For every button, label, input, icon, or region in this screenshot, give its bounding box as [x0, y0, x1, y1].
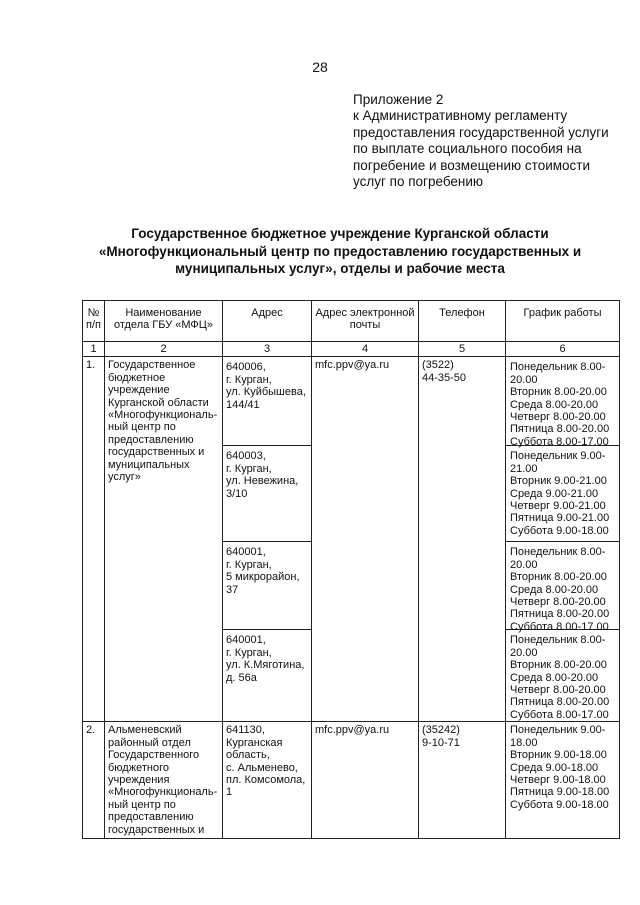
address-block: 640003, г. Курган, ул. Невежина, 3/10 [223, 445, 311, 541]
annex-note [353, 92, 623, 190]
schedule-block: Понедельник 8.00- 20.00 Вторник 8.00-20.00 Среда 8.00-20.00 Четверг 8.00-20.00 Пятница 8.00-20.00 Суббота 8.00-17.00 [506, 629, 619, 721]
address-cell: 641130, Курганская область, с. Альменево, пл. Комсомола, 1 [223, 722, 312, 839]
table-header-row [83, 301, 620, 342]
column-number: 1 [83, 342, 105, 357]
email-cell [312, 357, 419, 722]
title-line: Государственное бюджетное учреждение Курганской области [131, 226, 549, 241]
annex-line: предоставления государственной услуги [353, 124, 609, 140]
title-line: муниципальных услуг», отделы и рабочие места [175, 261, 505, 276]
annex-line: погребение и возмещению стоимости [353, 157, 591, 173]
address-block: 640001, г. Курган, 5 микрорайон, 37 [223, 541, 311, 629]
office-name: Государственное бюджетное учреждение Курганской области «Многофункциональ- ный центр по предоставлению государственных и муниципальных услуг» [105, 357, 223, 722]
column-number: 6 [506, 342, 620, 357]
table-row [83, 722, 620, 839]
phone-cell: (35242) 9-10-71 [419, 722, 506, 839]
email-cell [312, 722, 419, 839]
schedule-block: Понедельник 8.00- 20.00 Вторник 8.00-20.00 Среда 8.00-20.00 Четверг 8.00-20.00 Пятница 8.00-20.00 Суббота 8.00-17.00 [506, 541, 619, 629]
document-title [60, 225, 620, 278]
header-cell: Адрес [223, 301, 312, 342]
annex-line: услуг по погребению [353, 174, 484, 190]
annex-line: Приложение 2 [353, 92, 444, 107]
email-text: mfc.ppv@ya.ru [315, 359, 390, 372]
address-block: 640006, г. Курган, ул. Куйбышева, 144/41 [226, 361, 306, 411]
header-cell: Телефон [419, 301, 506, 342]
row-number: 2. [83, 722, 105, 839]
column-number: 4 [312, 342, 419, 357]
address-block: 640001, г. Курган, ул. К.Мяготина, д. 56а [223, 629, 311, 721]
column-number: 5 [419, 342, 506, 357]
schedule-block: Понедельник 9.00- 21.00 Вторник 9.00-21.00 Среда 9.00-21.00 Четверг 9.00-21.00 Пятница 9.00-21.00 Суббота 9.00-18.00 [506, 445, 619, 541]
email-text: mfc.ppv@ya.ru [315, 724, 390, 737]
offices-table [82, 300, 620, 839]
schedule-block: Понедельник 8.00- 20.00 Вторник 8.00-20.00 Среда 8.00-20.00 Четверг 8.00-20.00 Пятница 8.00-20.00 Суббота 8.00-17.00 [510, 361, 610, 448]
annex-line: к Административному регламенту [353, 108, 568, 124]
schedule-cell: Понедельник 9.00- 18.00 Вторник 9.00-18.00 Среда 9.00-18.00 Четверг 9.00-18.00 Пятница 9.00-18.00 Суббота 9.00-18.00 [506, 722, 620, 839]
title-line: «Многофункциональный центр по предоставлению государственных и [98, 243, 582, 259]
table-row [83, 357, 620, 722]
page-number: 28 [312, 59, 328, 75]
row-number: 1. [83, 357, 105, 722]
column-number: 3 [223, 342, 312, 357]
schedule-cell [506, 357, 620, 722]
header-cell: Адрес электронной почты [312, 301, 419, 342]
address-cell [223, 357, 312, 722]
phone-cell: (3522) 44-35-50 [419, 357, 506, 722]
header-cell: График работы [506, 301, 620, 342]
column-number: 2 [105, 342, 223, 357]
header-cell: Наименование отдела ГБУ «МФЦ» [105, 301, 223, 342]
header-cell: № п/п [83, 301, 105, 342]
office-name: Альменевский районный отдел Государственного бюджетного учреждения «Многофункциональ- ный центр по предоставлению государственных и [105, 722, 223, 839]
column-number-row [83, 342, 620, 357]
annex-line: по выплате социального пособия на [353, 141, 582, 157]
